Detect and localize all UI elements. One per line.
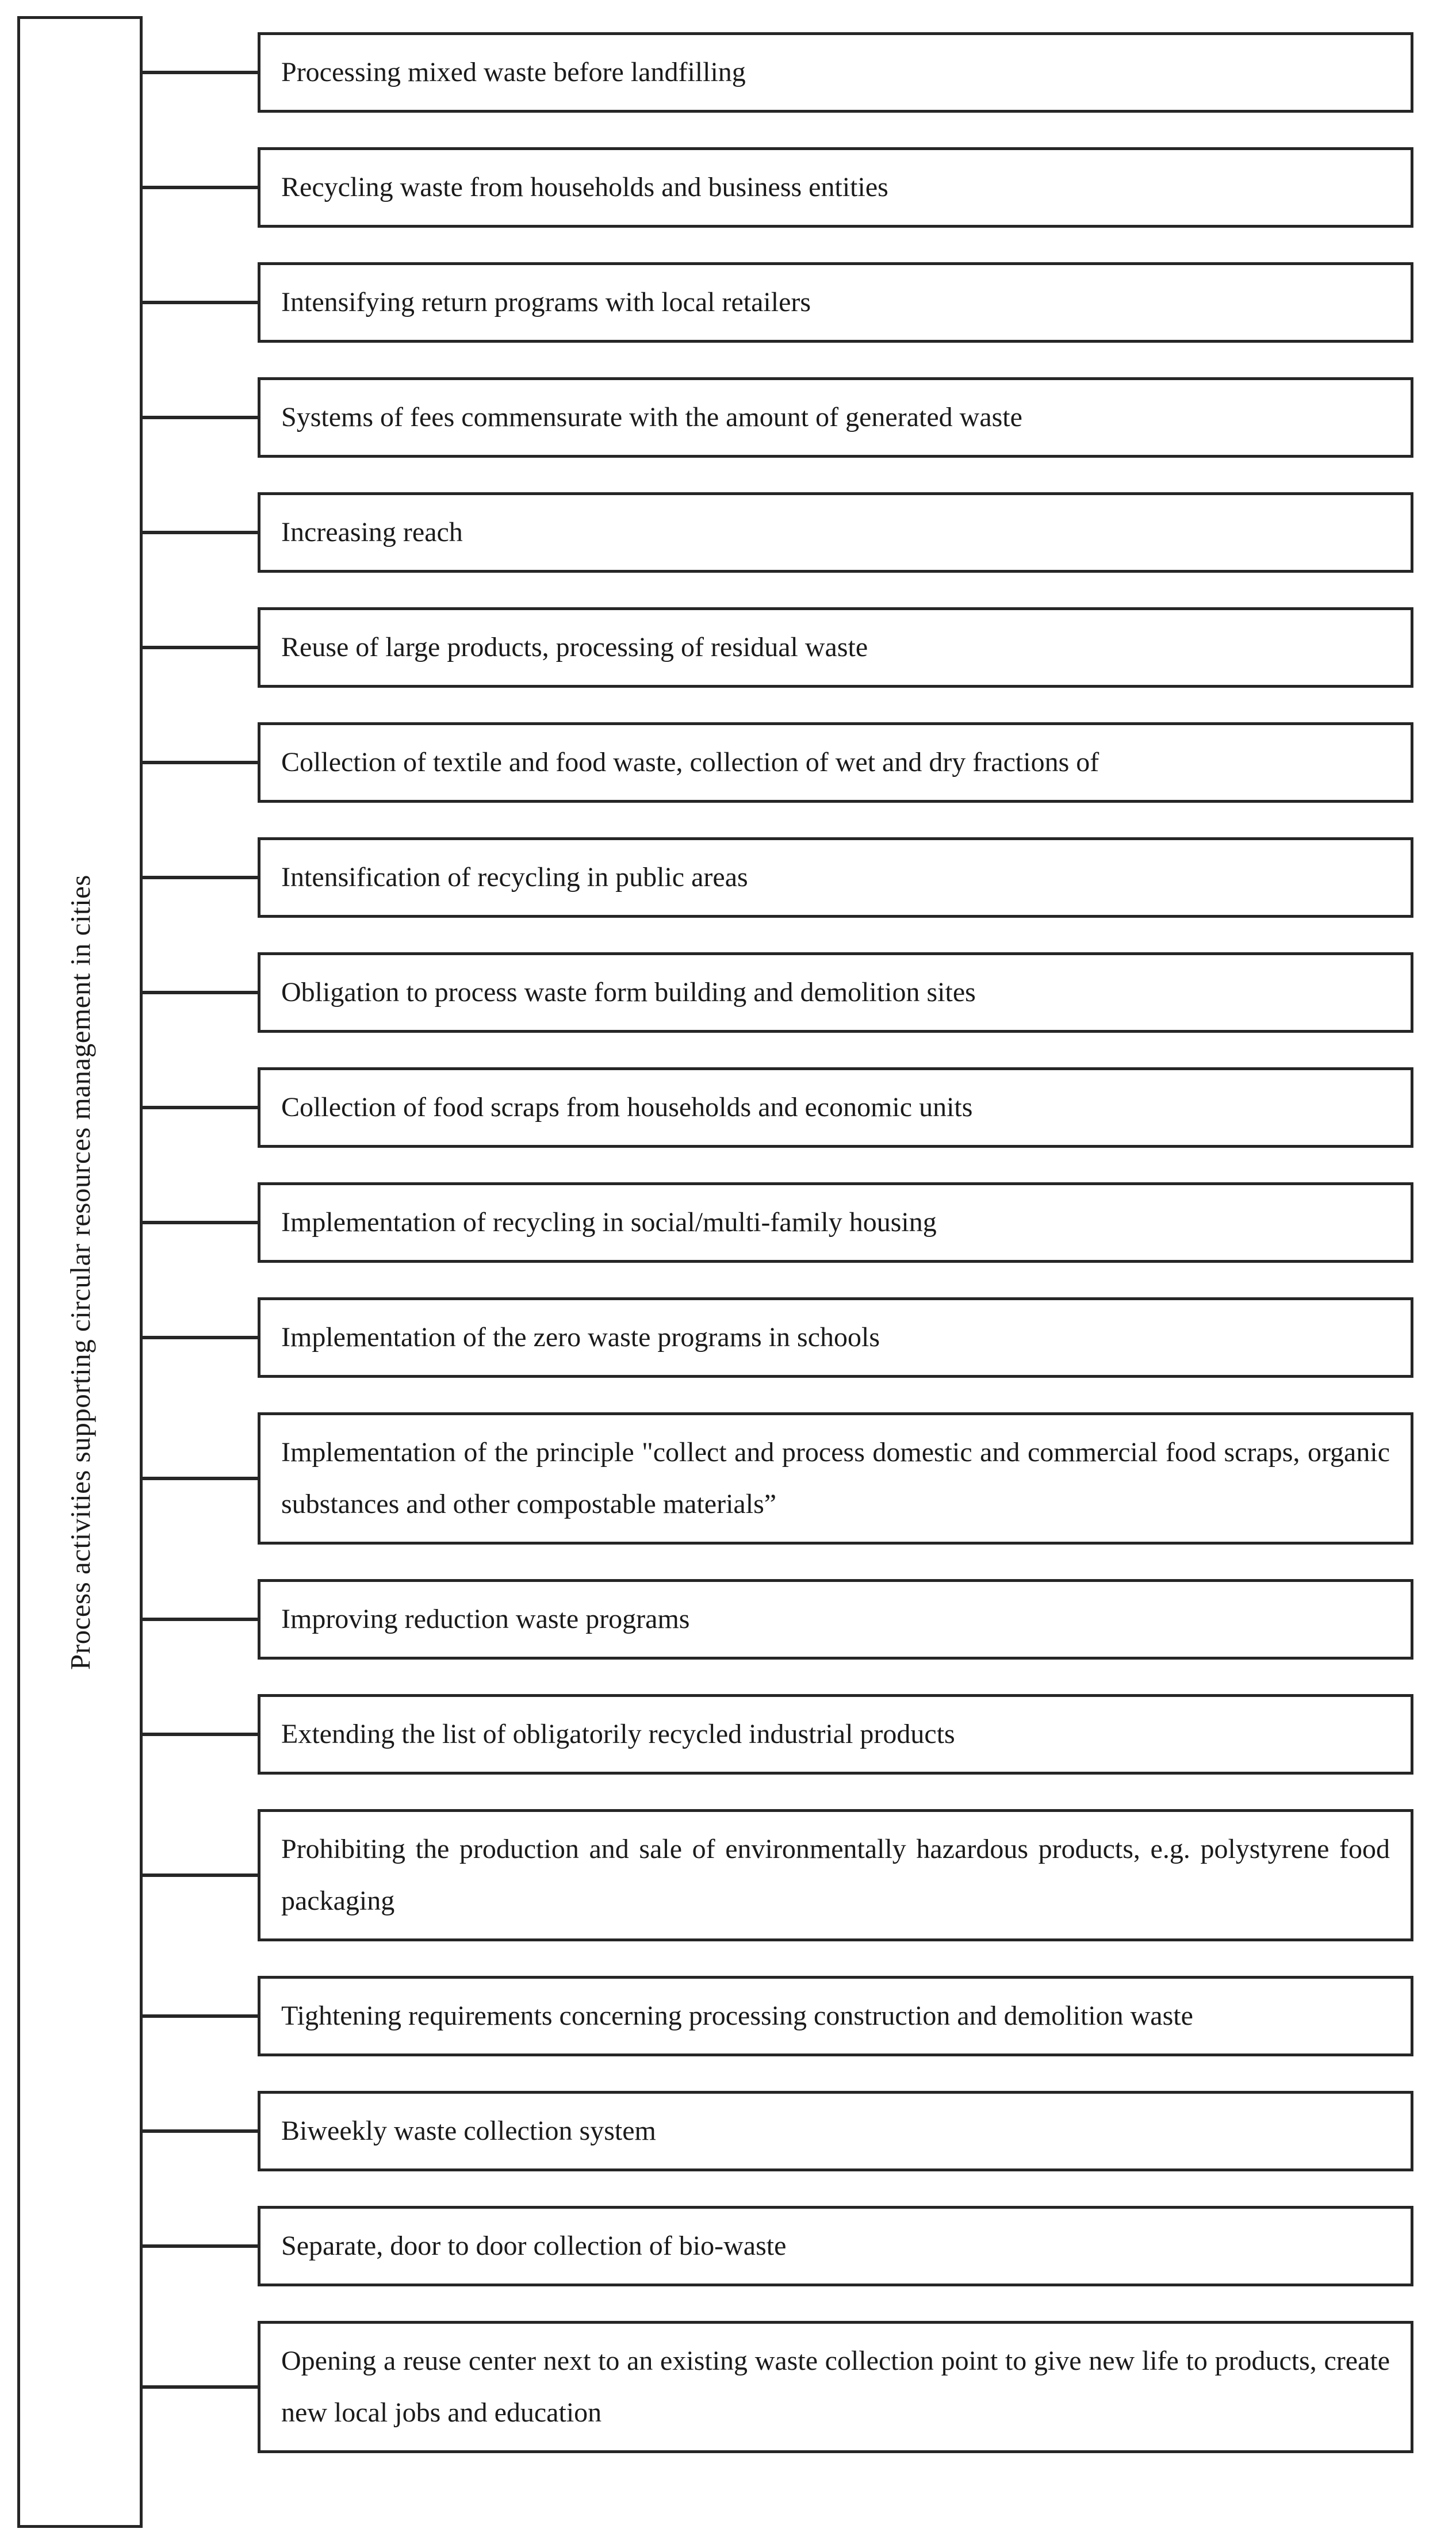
process-activity-box [258, 607, 1413, 688]
process-activity-label: Recycling waste from households and business entities [281, 172, 888, 202]
process-activity-label: Processing mixed waste before landfilling [281, 57, 746, 87]
connector-line [143, 301, 260, 304]
process-activity-label: Prohibiting the production and sale of environmentally hazardous products, e.g. polystyrene food packaging [281, 1834, 1390, 1916]
process-activity-box [258, 492, 1413, 573]
process-activity-box [258, 837, 1413, 918]
process-activity-box [258, 1067, 1413, 1148]
connector-line [143, 1873, 260, 1877]
process-activity-label: Intensification of recycling in public areas [281, 862, 748, 892]
process-activity-box [258, 147, 1413, 228]
connector-line [143, 416, 260, 419]
process-activity-label: Tightening requirements concerning processing construction and demolition waste [281, 2001, 1193, 2031]
process-activity-label: Collection of food scraps from households and economic units [281, 1092, 973, 1122]
process-activity-box [258, 32, 1413, 113]
process-activity-box [258, 1412, 1413, 1545]
connector-line [143, 1106, 260, 1109]
process-activity-box [258, 1182, 1413, 1263]
connector-line [143, 2014, 260, 2018]
process-activity-box [258, 1809, 1413, 1941]
process-activity-box [258, 2206, 1413, 2286]
process-activity-label: Implementation of the principle "collect and process domestic and commercial food scraps, organic substances and other compostable materials” [281, 1437, 1390, 1519]
process-activity-label: Separate, door to door collection of bio-waste [281, 2231, 787, 2261]
process-activity-label: Collection of textile and food waste, collection of wet and dry fractions of [281, 747, 1099, 777]
connector-line [143, 1618, 260, 1621]
process-activity-label: Intensifying return programs with local retailers [281, 287, 811, 317]
process-activity-box [258, 1297, 1413, 1378]
connector-line [143, 2385, 260, 2389]
process-activity-label: Reuse of large products, processing of residual waste [281, 632, 868, 662]
process-activity-box [258, 1976, 1413, 2056]
connector-line [143, 646, 260, 649]
connector-line [143, 186, 260, 189]
connector-line [143, 2129, 260, 2133]
root-category-label: Process activities supporting circular resources management in cities [64, 874, 96, 1670]
connector-line [143, 1477, 260, 1480]
process-activity-label: Obligation to process waste form building and demolition sites [281, 977, 976, 1007]
connector-line [143, 991, 260, 994]
process-activity-box [258, 722, 1413, 803]
process-activity-box [258, 2321, 1413, 2453]
activity-list [258, 32, 1413, 2453]
process-activity-box [258, 262, 1413, 343]
connector-line [143, 71, 260, 74]
root-category-box [17, 16, 143, 2528]
process-activity-box [258, 952, 1413, 1033]
connector-line [143, 1221, 260, 1224]
process-activity-label: Implementation of recycling in social/multi-family housing [281, 1207, 937, 1237]
connector-line [143, 531, 260, 534]
connector-line [143, 876, 260, 879]
connector-line [143, 2244, 260, 2248]
process-activity-box [258, 2091, 1413, 2171]
process-activity-label: Increasing reach [281, 517, 463, 547]
process-activity-box [258, 377, 1413, 458]
process-activity-box [258, 1579, 1413, 1660]
process-activity-label: Opening a reuse center next to an existing waste collection point to give new life to products, create new local jobs and education [281, 2346, 1390, 2428]
connector-line [143, 1733, 260, 1736]
process-activity-label: Implementation of the zero waste programs in schools [281, 1322, 880, 1353]
process-activity-label: Systems of fees commensurate with the amount of generated waste [281, 402, 1022, 432]
process-activity-box [258, 1694, 1413, 1775]
connector-line [143, 761, 260, 764]
connector-line [143, 1336, 260, 1339]
process-activity-label: Biweekly waste collection system [281, 2116, 656, 2146]
process-activity-label: Extending the list of obligatorily recycled industrial products [281, 1719, 955, 1749]
process-activity-label: Improving reduction waste programs [281, 1604, 690, 1634]
